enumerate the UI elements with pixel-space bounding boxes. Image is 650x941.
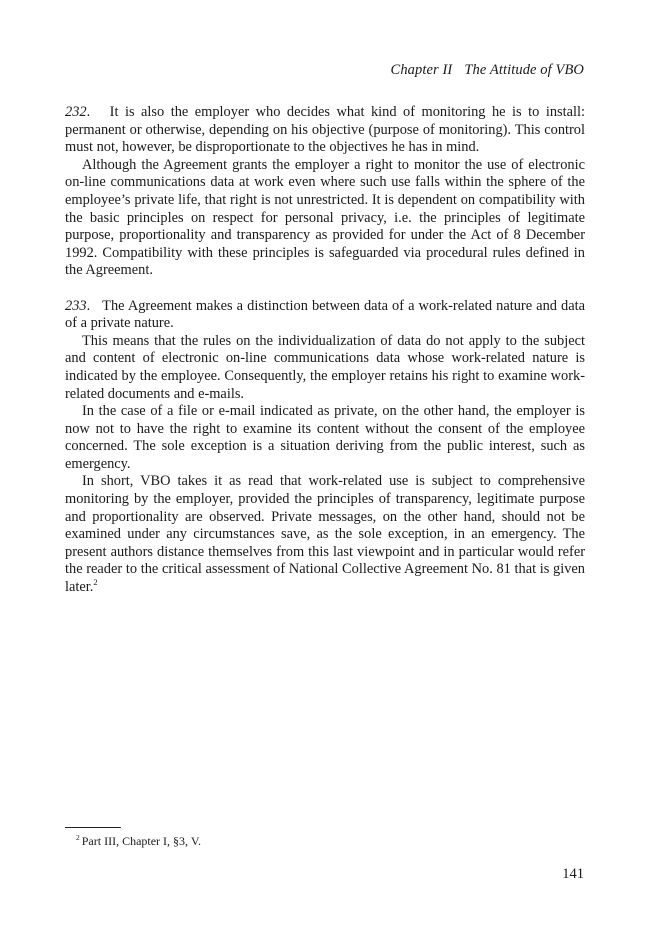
paragraph-text: It is also the employer who decides what kind of monitoring he is to install: permanent or otherwise, depending on his objective (purpose of monitoring). This control must not, however, be disproportionate to the objectives he has in mind. [65,104,585,156]
footnote-text: Part III, Chapter I, §3, V. [81,834,201,848]
paragraph-text: In short, VBO takes it as read that work-related use is subject to comprehensive monitoring by the employer, provided the principles of transparency, legitimate purpose and proportionality are observed. Private messages, on the other hand, should not be examined under any circumstances save, as the sole exception, in an emergency. The present authors distance themselves from this last viewpoint and in particular would refer the reader to the critical assessment of National Collective Agreement No. 81 that is given later. [65,473,585,596]
section-number: 233 [65,297,87,314]
page-number: 141 [562,866,584,882]
paragraph: Although the Agreement grants the employer a right to monitor the use of electronic on-line communications data at work even where such use falls within the sphere of the employee’s private life, that right is not unrestricted. It is dependent on compatibility with the basic principles on respect for personal privacy, i.e. the principles of legitimate purpose, proportionality and transparency as provided for under the Act of 8 December 1992. Compatibility with these principles is safeguarded via procedural rules defined in the Agreement. [65,156,585,279]
footnote-reference[interactable]: 2 [93,577,98,588]
paragraph [65,473,585,596]
footnote-divider [65,827,121,828]
paragraph: This means that the rules on the individualization of data do not apply to the subject and content of electronic on-line communications data whose work-related nature is indicated by the employee. Consequently, the employer retains his right to examine work-related documents and e-mails. [65,332,585,402]
paragraph: In the case of a file or e-mail indicated as private, on the other hand, the employer is now not to have the right to examine its content without the consent of the employee concerned. The sole exception is a situation deriving from the public interest, such as emergency. [65,403,585,472]
running-head-chapter: Chapter II [390,62,453,78]
section-number: 232 [65,104,87,120]
paragraph: 232. It is also the employer who decides what kind of monitoring he is to install: permanent or otherwise, depending on his objective (purpose of monitoring). This control must not, however, be disproportionate to the objectives he has in mind. [65,104,585,156]
footnote-mark: 2 [76,833,80,842]
section-232 [65,104,585,280]
section-233 [65,298,585,597]
paragraph: 233. The Agreement makes a distinction between data of a work-related nature and data of a private nature. [65,297,585,332]
running-head-title: The Attitude of VBO [464,62,584,78]
paragraph-text: The Agreement makes a distinction between data of a work-related nature and data of a private nature. [65,297,585,332]
footnote [76,834,201,848]
body-text [65,104,585,614]
running-head [391,62,584,79]
